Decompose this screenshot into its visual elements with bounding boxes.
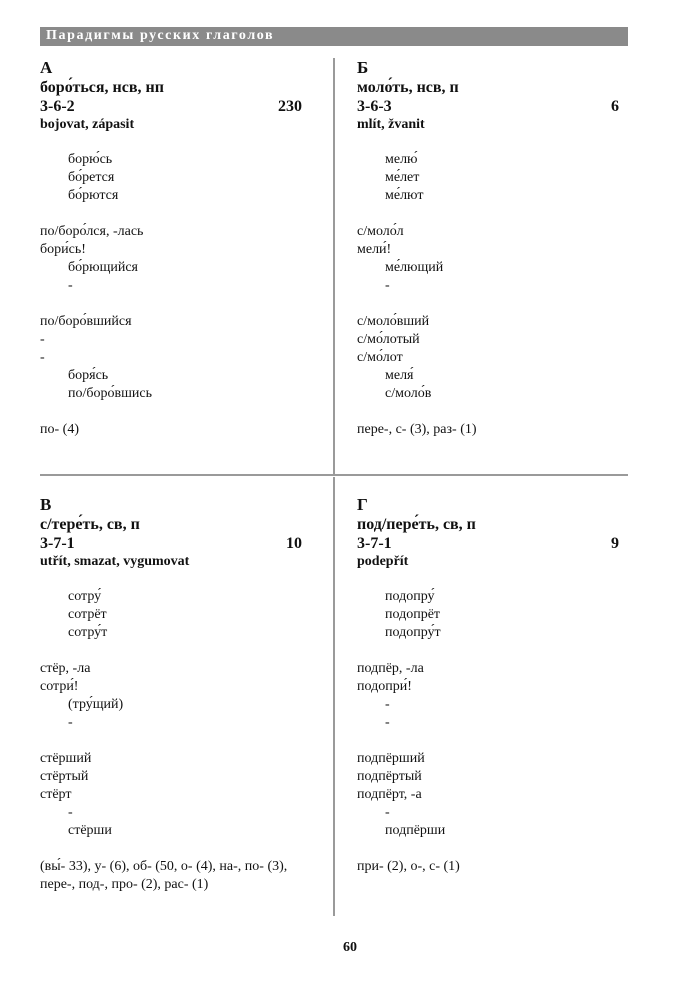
verb-form-line: сотру́т	[68, 625, 108, 640]
translation: mlít, žvanit	[357, 117, 425, 132]
verb-form-line: с/моло́в	[385, 386, 432, 401]
quadrant-c	[40, 495, 308, 894]
translation: utřít, smazat, vygumovat	[40, 554, 190, 569]
quadrant-d	[357, 495, 625, 876]
vertical-divider-top	[333, 58, 335, 474]
blank-line	[40, 642, 308, 660]
verb-headword: боро́ться, нсв, нп	[40, 79, 164, 96]
verb-form-line: меля́	[385, 368, 414, 383]
blank-line	[357, 295, 625, 313]
frequency-number: 6	[611, 98, 619, 115]
verb-form-line: бори́сь!	[40, 242, 86, 257]
verb-form-line: -	[385, 278, 390, 293]
verb-form-line: мели́!	[357, 242, 392, 257]
verb-form-line: (тру́щий)	[68, 697, 124, 712]
prefix-list: по- (4)	[40, 422, 79, 437]
blank-line	[357, 840, 625, 858]
verb-form-line: -	[68, 278, 73, 293]
verb-form-line: сотру́	[68, 589, 102, 604]
verb-form-line: стёрт	[40, 787, 72, 802]
verb-form-line: с/моло́вший	[357, 314, 430, 329]
verb-form-line: с/мо́лотый	[357, 332, 420, 347]
verb-form-line: бо́рющийся	[68, 260, 138, 275]
quadrant-a	[40, 58, 308, 439]
verb-form-line: подопру́т	[385, 625, 441, 640]
verb-form-line: бо́рются	[68, 188, 119, 203]
verb-headword: моло́ть, нсв, п	[357, 79, 459, 96]
page-header	[40, 27, 628, 46]
paradigm-code: 3-6-2	[40, 98, 75, 115]
verb-form-line: -	[40, 332, 45, 347]
vertical-divider-bottom	[333, 477, 335, 916]
blank-line	[357, 732, 625, 750]
quadrant-letter: Г	[357, 495, 368, 514]
verb-headword: с/тере́ть, св, п	[40, 516, 140, 533]
quadrant-letter: Б	[357, 58, 369, 77]
verb-forms	[357, 151, 625, 421]
verb-form-line: ме́лют	[385, 188, 424, 203]
quadrant-letter: В	[40, 495, 52, 514]
page-number: 60	[343, 940, 357, 955]
code-row	[357, 97, 625, 116]
verb-forms	[357, 588, 625, 858]
verb-form-line: ме́лет	[385, 170, 420, 185]
blank-line	[40, 732, 308, 750]
verb-form-line: сотрёт	[68, 607, 107, 622]
verb-form-line: бо́рется	[68, 170, 115, 185]
verb-form-line: -	[40, 350, 45, 365]
prefix-list: при- (2), о-, с- (1)	[357, 859, 460, 874]
verb-form-line: стёр, -ла	[40, 661, 91, 676]
frequency-number: 9	[611, 535, 619, 552]
blank-line	[40, 840, 308, 858]
verb-form-line: мелю́	[385, 152, 418, 167]
quadrant-letter: А	[40, 58, 53, 77]
blank-line	[40, 403, 308, 421]
verb-form-line: с/моло́л	[357, 224, 404, 239]
frequency-number: 230	[278, 98, 302, 115]
blank-line	[40, 295, 308, 313]
verb-form-line: подопру́	[385, 589, 435, 604]
page-header-title: Парадигмы русских глаголов	[46, 28, 275, 43]
code-row	[40, 97, 308, 116]
blank-line	[357, 403, 625, 421]
paradigm-code: 3-7-1	[40, 535, 75, 552]
verb-forms	[40, 151, 308, 421]
verb-form-line: по/боро́лся, -лась	[40, 224, 144, 239]
verb-form-line: с/мо́лот	[357, 350, 403, 365]
translation: podepřít	[357, 554, 409, 569]
prefix-list: (вы́- 33), у- (6), об- (50, о- (4), на-, по- (3), пере-, под-, про- (2), рас- (1)	[40, 859, 288, 892]
paradigm-code: 3-7-1	[357, 535, 392, 552]
verb-form-line: по/боро́вшись	[68, 386, 152, 401]
frequency-number: 10	[286, 535, 302, 552]
verb-forms	[40, 588, 308, 858]
code-row	[40, 534, 308, 553]
verb-form-line: подпёрт, -а	[357, 787, 422, 802]
verb-form-line: подпёрши	[385, 823, 446, 838]
translation: bojovat, zápasit	[40, 117, 135, 132]
verb-form-line: боря́сь	[68, 368, 109, 383]
verb-form-line: сотри́!	[40, 679, 79, 694]
verb-form-line: подпёрший	[357, 751, 425, 766]
verb-form-line: подпёртый	[357, 769, 422, 784]
paradigm-code: 3-6-3	[357, 98, 392, 115]
verb-form-line: -	[68, 805, 73, 820]
verb-form-line: борю́сь	[68, 152, 113, 167]
verb-form-line: стёртый	[40, 769, 89, 784]
code-row	[357, 534, 625, 553]
verb-form-line: -	[385, 697, 390, 712]
verb-form-line: -	[385, 805, 390, 820]
verb-form-line: -	[68, 715, 73, 730]
verb-form-line: подопрёт	[385, 607, 441, 622]
verb-headword: под/пере́ть, св, п	[357, 516, 476, 533]
verb-form-line: подопри́!	[357, 679, 412, 694]
horizontal-divider	[40, 474, 628, 476]
verb-form-line: ме́лющий	[385, 260, 444, 275]
verb-form-line: стёрший	[40, 751, 92, 766]
verb-form-line: -	[385, 715, 390, 730]
quadrant-b	[357, 58, 625, 439]
verb-form-line: подпёр, -ла	[357, 661, 424, 676]
blank-line	[357, 642, 625, 660]
blank-line	[357, 205, 625, 223]
verb-form-line: стёрши	[68, 823, 112, 838]
prefix-list: пере-, с- (3), раз- (1)	[357, 422, 477, 437]
blank-line	[40, 205, 308, 223]
verb-form-line: по/боро́вшийся	[40, 314, 132, 329]
